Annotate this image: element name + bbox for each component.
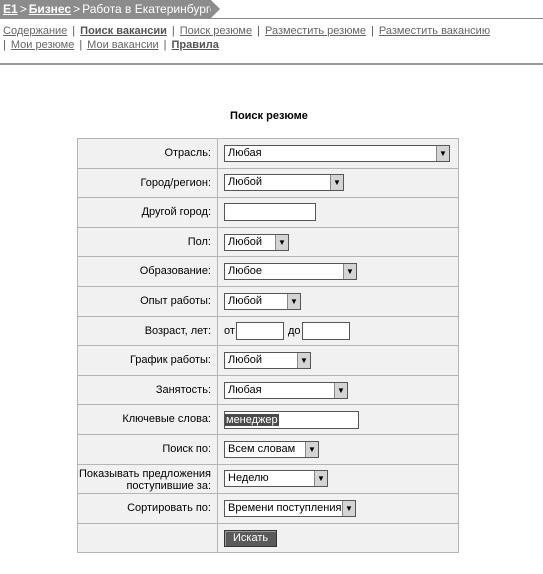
breadcrumb-separator: > — [73, 2, 81, 16]
industry-label: Отрасль: — [78, 139, 218, 169]
nav-menu — [3, 24, 538, 52]
nav-separator: | — [171, 25, 175, 37]
page-title: Поиск резюме — [230, 110, 308, 122]
nav-my-vacancies-link[interactable]: Мои вакансии — [87, 39, 159, 51]
experience-label: Опыт работы: — [78, 286, 218, 316]
nav-divider — [0, 63, 543, 65]
nav-contents-link[interactable]: Содержание — [3, 25, 68, 37]
chevron-down-icon[interactable]: ▼ — [275, 235, 288, 250]
period-select-value: Неделю — [228, 472, 269, 485]
city-select-value: Любой — [228, 176, 263, 189]
nav-resume-search-link[interactable]: Поиск резюме — [179, 25, 253, 37]
nav-post-resume-link[interactable]: Разместить резюме — [264, 25, 367, 37]
city-select[interactable] — [224, 174, 344, 191]
form-row-age — [78, 316, 459, 346]
nav-separator: | — [163, 39, 167, 51]
age-from-label: от — [224, 324, 235, 337]
chevron-down-icon[interactable]: ▼ — [287, 294, 300, 309]
period-field-cell — [218, 464, 459, 494]
form-row-experience — [78, 286, 459, 316]
nav-separator: | — [79, 39, 83, 51]
age-field-cell — [218, 316, 459, 346]
age-to-input[interactable] — [302, 322, 350, 340]
form-row-keywords — [78, 405, 459, 435]
keywords-input[interactable] — [224, 411, 359, 429]
breadcrumb — [0, 0, 217, 18]
chevron-down-icon[interactable]: ▼ — [297, 353, 310, 368]
chevron-down-icon[interactable]: ▼ — [334, 383, 347, 398]
form-row-search-by — [78, 434, 459, 464]
period-label: Показывать предложения поступившие за: — [78, 464, 218, 494]
form-row-industry — [78, 139, 459, 169]
form-row-sort — [78, 494, 459, 524]
breadcrumb-business-link[interactable]: Бизнес — [28, 2, 72, 16]
experience-field-cell — [218, 286, 459, 316]
keywords-field-cell — [218, 405, 459, 435]
form-row-period — [78, 464, 459, 494]
resume-search-form — [77, 138, 459, 553]
form-row-city — [78, 168, 459, 198]
age-from-input[interactable] — [236, 322, 284, 340]
industry-field-cell — [218, 139, 459, 169]
keywords-label: Ключевые слова: — [78, 405, 218, 435]
industry-select-value: Любая — [228, 146, 262, 159]
employment-field-cell — [218, 375, 459, 405]
chevron-down-icon[interactable]: ▼ — [314, 471, 327, 486]
schedule-field-cell — [218, 346, 459, 376]
submit-field-cell — [218, 523, 459, 553]
sort-label: Сортировать по: — [78, 494, 218, 524]
form-row-submit — [78, 523, 459, 553]
form-row-other-city — [78, 198, 459, 228]
education-label: Образование: — [78, 257, 218, 287]
employment-select-value: Любая — [228, 383, 262, 396]
submit-label-cell — [78, 523, 218, 553]
education-select-value: Любое — [228, 265, 263, 278]
city-field-cell — [218, 168, 459, 198]
experience-select-value: Любой — [228, 294, 263, 307]
employment-select[interactable] — [224, 382, 348, 399]
nav-separator: | — [257, 25, 260, 37]
experience-select[interactable] — [224, 293, 301, 310]
industry-select[interactable] — [224, 145, 450, 162]
chevron-down-icon[interactable]: ▼ — [330, 175, 343, 190]
breadcrumb-current: Работа в Екатеринбурге — [82, 2, 217, 16]
keywords-input-value: менеджер — [226, 413, 278, 426]
gender-label: Пол: — [78, 227, 218, 257]
form-row-education — [78, 257, 459, 287]
schedule-select-value: Любой — [228, 353, 263, 366]
breadcrumb-arrow — [211, 0, 220, 18]
chevron-down-icon[interactable]: ▼ — [343, 264, 356, 279]
nav-my-resumes-link[interactable]: Мои резюме — [10, 39, 75, 51]
form-row-gender — [78, 227, 459, 257]
search-by-field-cell — [218, 434, 459, 464]
gender-field-cell — [218, 227, 459, 257]
employment-label: Занятость: — [78, 375, 218, 405]
search-by-label: Поиск по: — [78, 434, 218, 464]
nav-separator: | — [72, 25, 76, 37]
breadcrumb-separator: > — [19, 2, 27, 16]
other-city-label: Другой город: — [78, 198, 218, 228]
gender-select-value: Любой — [228, 235, 263, 248]
form-row-schedule — [78, 346, 459, 376]
search-by-select[interactable] — [224, 441, 319, 458]
education-field-cell — [218, 257, 459, 287]
chevron-down-icon[interactable]: ▼ — [305, 442, 318, 457]
chevron-down-icon[interactable]: ▼ — [436, 146, 449, 161]
nav-separator: | — [371, 25, 374, 37]
sort-select-value: Времени поступления — [228, 501, 342, 514]
nav-rules-link[interactable]: Правила — [171, 39, 219, 51]
gender-select[interactable] — [224, 234, 289, 251]
chevron-down-icon[interactable]: ▼ — [342, 501, 355, 516]
nav-post-vacancy-link[interactable]: Разместить вакансию — [378, 25, 491, 37]
age-to-label: до — [287, 324, 301, 337]
breadcrumb-divider — [0, 18, 543, 19]
nav-separator: | — [3, 39, 6, 51]
schedule-label: График работы: — [78, 346, 218, 376]
other-city-input[interactable] — [224, 203, 316, 221]
search-by-select-value: Всем словам — [228, 442, 296, 455]
other-city-field-cell — [218, 198, 459, 228]
age-label: Возраст, лет: — [78, 316, 218, 346]
schedule-select[interactable] — [224, 352, 311, 369]
form-row-employment — [78, 375, 459, 405]
period-select[interactable] — [224, 470, 328, 487]
search-button[interactable]: Искать — [224, 530, 277, 547]
education-select[interactable] — [224, 263, 357, 280]
city-label: Город/регион: — [78, 168, 218, 198]
breadcrumb-e1-link[interactable]: E1 — [3, 2, 18, 16]
sort-select[interactable] — [224, 500, 356, 517]
sort-field-cell — [218, 494, 459, 524]
nav-job-search-link[interactable]: Поиск вакансии — [80, 25, 167, 37]
